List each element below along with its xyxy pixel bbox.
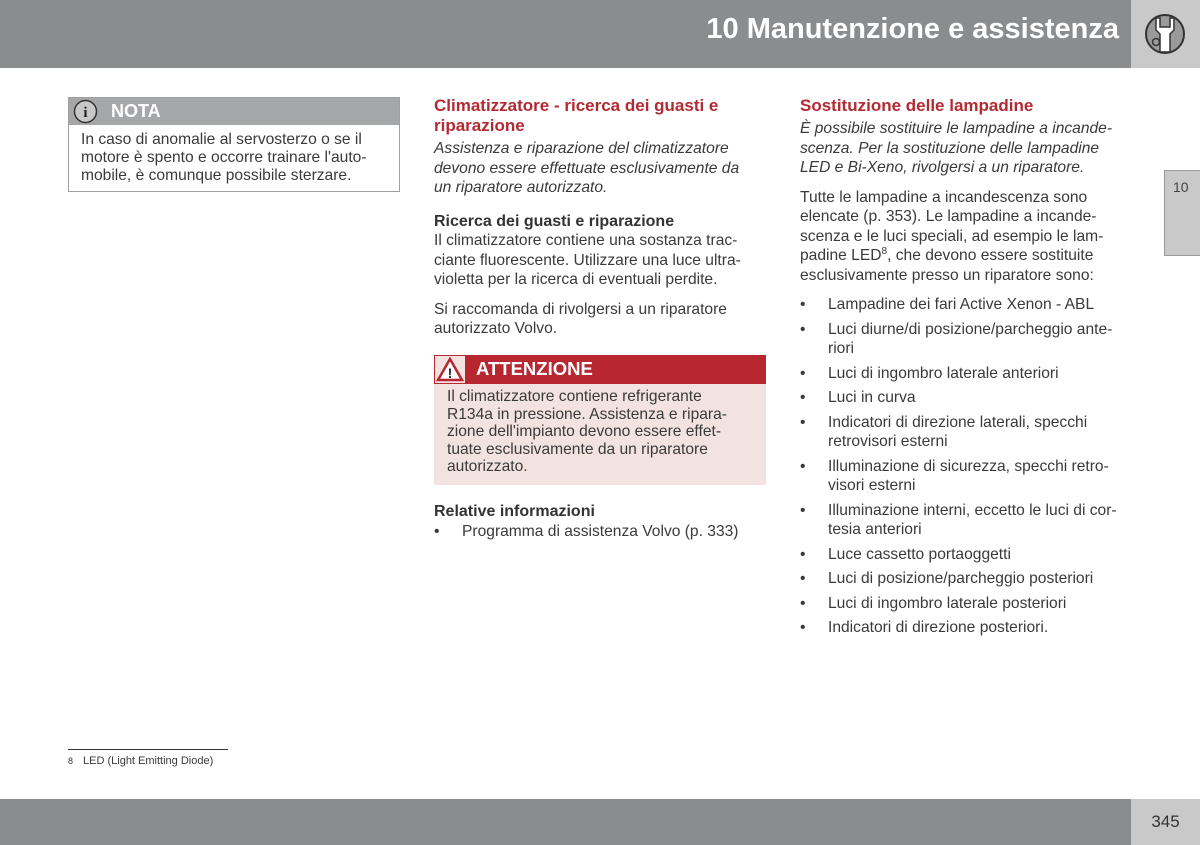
text-line: Si raccomanda di rivolgersi a un riparatore (434, 300, 727, 318)
text-line: scenza. Per la sostituzione delle lampadine (800, 139, 1100, 157)
text-line: • Illuminazione di sicurezza, specchi retro- (828, 457, 1109, 475)
bulb-list-item (800, 594, 1145, 614)
text-line: visori esterni (828, 477, 916, 494)
note-header (69, 98, 399, 125)
text-line: • Luci diurne/di posizione/parcheggio ante- (828, 320, 1113, 338)
text-line: mobile, è comunque possibile sterzare. (81, 167, 352, 184)
text-line: R134a in pressione. Assistenza e ripara- (447, 405, 727, 423)
text-line: elencate (p. 353). Le lampadine a incande- (800, 208, 1097, 225)
recommendation-text (434, 300, 774, 339)
bulbs-intro (800, 119, 1145, 178)
text-line: • Luci di ingombro laterale anteriori (828, 364, 1059, 382)
text-line: violetta per la ricerca di eventuali perdite. (434, 271, 718, 288)
bulb-list-item (800, 569, 1145, 589)
bulb-list-item (800, 320, 1145, 359)
related-info (434, 502, 774, 546)
chapter-header-bar (0, 0, 1131, 68)
section-title-bulbs: Sostituzione delle lampadine (800, 96, 1034, 115)
text-line: Assistenza e riparazione del climatizzatore (434, 140, 729, 157)
text-line: riori (828, 340, 854, 357)
text-line: • Luci in curva (828, 389, 916, 406)
chapter-icon-box (1131, 0, 1200, 68)
warning-box (434, 355, 766, 485)
warning-triangle-icon (435, 356, 465, 383)
text-fragment: , che devono essere sostituite (887, 247, 1094, 264)
text-line: Tutte le lampadine a incandescenza sono (800, 188, 1088, 206)
info-icon (73, 99, 98, 124)
footnote-ref[interactable]: 8 (881, 245, 888, 257)
text-line: retrovisori esterni (828, 433, 948, 450)
text-line: Il climatizzatore contiene una sostanza trac- (434, 232, 738, 249)
bulb-list-item (800, 413, 1145, 452)
text-line: tesia anteriori (828, 521, 922, 538)
bulb-list-item (800, 501, 1145, 540)
text-line: autorizzato. (447, 458, 528, 475)
bulb-list-item (800, 618, 1145, 638)
bulb-list-item (800, 295, 1145, 315)
text-line: autorizzato Volvo. (434, 320, 558, 337)
climate-intro (434, 139, 774, 198)
bulbs-text (800, 188, 1145, 286)
text-line: esclusivamente presso un riparatore sono: (800, 266, 1094, 284)
text-line: motore è spento e occorre trainare l'auto- (81, 149, 367, 166)
related-link[interactable]: • Programma di assistenza Volvo (p. 333) (434, 522, 774, 542)
text-line: In caso di anomalie al servosterzo o se il (81, 131, 362, 148)
bulb-list-item (800, 364, 1145, 384)
text-line: LED e Bi-Xeno, rivolgersi a un riparatore. (800, 159, 1085, 176)
text-line: devono essere effettuate esclusivamente da (434, 159, 740, 177)
section-title-climate (434, 96, 774, 136)
text-line: • Indicatori di direzione laterali, specchi (828, 413, 1088, 431)
svg-text:i: i (83, 105, 88, 121)
bulb-list-item (800, 388, 1145, 408)
text-line: Il climatizzatore contiene refrigerante (447, 388, 702, 405)
text-line: • Illuminazione interni, eccetto le luci di cor- (828, 501, 1117, 519)
note-box (68, 97, 400, 192)
warning-text (434, 384, 766, 480)
column-climate (434, 96, 774, 349)
chapter-title: 10 Manutenzione e assistenza (706, 13, 1119, 45)
note-text (69, 125, 399, 191)
svg-text:!: ! (447, 365, 453, 381)
chapter-tab[interactable]: 10 (1164, 170, 1200, 256)
note-label: NOTA (111, 101, 161, 121)
title-line: riparazione (434, 116, 525, 135)
text-line: • Luci di posizione/parcheggio posteriori (828, 570, 1094, 587)
text-line: È possibile sostituire le lampadine a incande- (800, 120, 1113, 137)
related-heading: Relative informazioni (434, 503, 595, 520)
troubleshooting-text (434, 231, 774, 290)
text-line: ciante fluorescente. Utilizzare una luce ultra- (434, 251, 741, 269)
text-line: • Luci di ingombro laterale posteriori (828, 594, 1067, 612)
column-bulbs (800, 96, 1145, 643)
bulb-list-item (800, 457, 1145, 496)
text-line: • Luce cassetto portaoggetti (828, 545, 1011, 563)
text-line (800, 246, 1145, 266)
text-line: scenza e le luci speciali, ad esempio le lam- (800, 227, 1104, 245)
text-line: • Lampadine dei fari Active Xenon - ABL (828, 296, 1095, 313)
subheading-troubleshooting: Ricerca dei guasti e riparazione (434, 212, 675, 230)
text-line: • Indicatori di direzione posteriori. (828, 619, 1049, 636)
footnote-text: LED (Light Emitting Diode) (83, 755, 214, 767)
led-text: padine LED (800, 247, 882, 264)
text-line: un riparatore autorizzato. (434, 179, 608, 196)
bulb-list-item (800, 545, 1145, 565)
related-list (434, 522, 774, 542)
footer-bar (0, 799, 1131, 845)
wrench-icon (1131, 0, 1200, 68)
bulb-list (800, 295, 1145, 638)
footnote (68, 749, 228, 767)
warning-label: ATTENZIONE (476, 358, 593, 379)
text-line: zione dell'impianto devono essere effet- (447, 423, 722, 440)
warning-header (434, 355, 766, 384)
page-number: 345 (1131, 799, 1200, 845)
text-line: tuate esclusivamente da un riparatore (447, 440, 708, 458)
footnote-number: 8 (68, 756, 74, 766)
title-line: Climatizzatore - ricerca dei guasti e (434, 96, 719, 115)
